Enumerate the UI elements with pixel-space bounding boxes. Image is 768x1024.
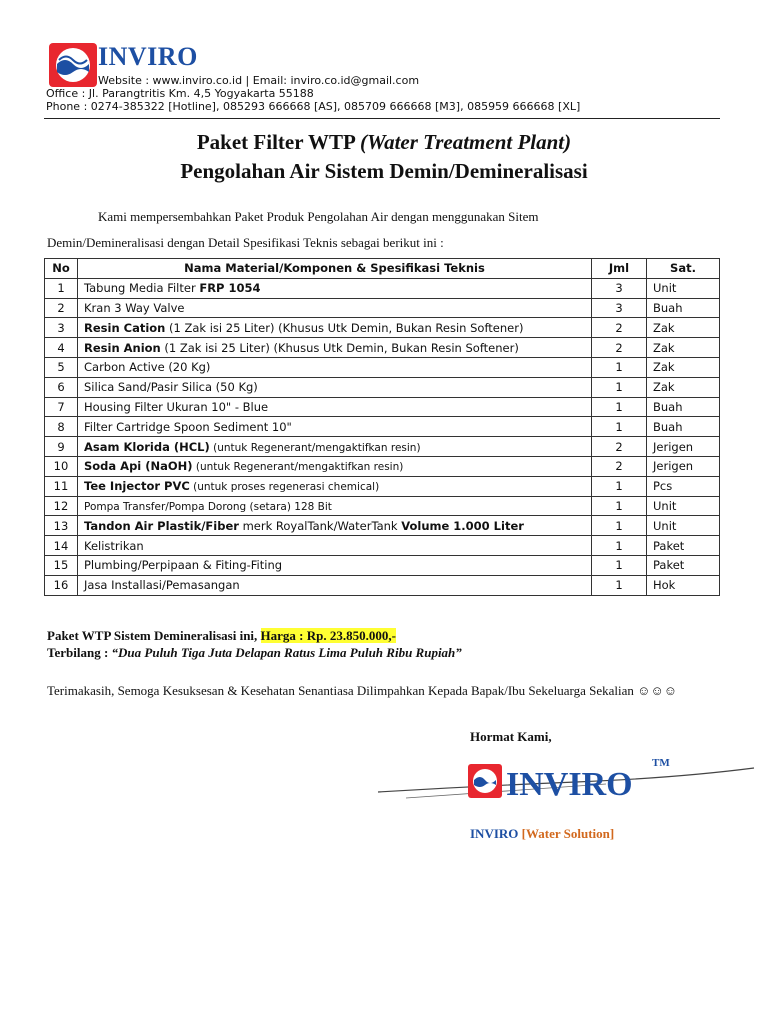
row-quantity: 3 xyxy=(592,298,647,318)
table-row xyxy=(45,318,720,338)
row-quantity: 1 xyxy=(592,377,647,397)
intro-line-1: Kami mempersembahkan Paket Produk Pengolahan Air dengan menggunakan Sitem xyxy=(98,209,539,224)
price-prefix: Paket WTP Sistem Demineralisasi ini, xyxy=(47,628,261,643)
row-number: 16 xyxy=(45,575,78,595)
intro-line-2: Demin/Demineralisasi dengan Detail Spesifikasi Teknis sebagai berikut ini : xyxy=(47,235,444,250)
trademark-mark: TM xyxy=(652,757,670,769)
phone-line: Phone : 0274-385322 [Hotline], 085293 666668 [AS], 085709 666668 [M3], 085959 666668 [XL] xyxy=(46,100,581,113)
row-unit: Jerigen xyxy=(647,437,720,457)
description-part: Asam Klorida (HCL) xyxy=(84,439,210,454)
row-unit: Unit xyxy=(647,278,720,298)
row-number: 11 xyxy=(45,476,78,496)
table-row xyxy=(45,397,720,417)
row-description xyxy=(78,536,592,556)
table-row xyxy=(45,298,720,318)
table-row xyxy=(45,456,720,476)
regards-text: Hormat Kami, xyxy=(470,729,552,744)
row-description xyxy=(78,417,592,437)
inviro-logo-icon xyxy=(48,42,98,88)
description-part: Soda Api (NaOH) xyxy=(84,459,193,474)
row-description xyxy=(78,516,592,536)
row-unit: Buah xyxy=(647,397,720,417)
row-description xyxy=(78,338,592,358)
website-email-line: Website : www.inviro.co.id | Email: inviro.co.id@gmail.com xyxy=(98,74,420,87)
table-row xyxy=(45,476,720,496)
row-unit: Hok xyxy=(647,575,720,595)
table-header-row xyxy=(45,259,720,279)
table-row xyxy=(45,516,720,536)
title-main: Paket Filter WTP xyxy=(196,130,360,154)
description-part: Tandon Air Plastik/Fiber xyxy=(84,518,239,533)
footer-signature xyxy=(470,826,614,842)
row-number: 6 xyxy=(45,377,78,397)
description-part: (untuk proses regenerasi chemical) xyxy=(189,481,380,494)
row-number: 4 xyxy=(45,338,78,358)
row-description xyxy=(78,456,592,476)
header-name: Nama Material/Komponen & Spesifikasi Teknis xyxy=(78,259,592,279)
brand-name: INVIRO xyxy=(98,42,198,71)
description-part: Silica Sand/Pasir Silica (50 Kg) xyxy=(84,380,258,395)
description-part: (1 Zak isi 25 Liter) (Khusus Utk Demin, Bukan Resin Softener) xyxy=(165,320,524,335)
row-quantity: 1 xyxy=(592,555,647,575)
row-number: 13 xyxy=(45,516,78,536)
row-quantity: 3 xyxy=(592,278,647,298)
header-divider xyxy=(44,118,720,119)
table-row xyxy=(45,377,720,397)
table-row xyxy=(45,496,720,516)
description-part: Resin Cation xyxy=(84,320,166,335)
description-part: FRP 1054 xyxy=(199,281,261,296)
row-quantity: 1 xyxy=(592,357,647,377)
row-quantity: 1 xyxy=(592,575,647,595)
description-part: Tee Injector PVC xyxy=(84,479,190,494)
row-description xyxy=(78,397,592,417)
row-number: 10 xyxy=(45,456,78,476)
row-unit: Paket xyxy=(647,555,720,575)
row-number: 12 xyxy=(45,496,78,516)
description-part: Filter Cartridge Spoon Sediment 10" xyxy=(84,419,292,434)
row-description xyxy=(78,318,592,338)
row-quantity: 1 xyxy=(592,496,647,516)
table-row xyxy=(45,437,720,457)
row-quantity: 1 xyxy=(592,397,647,417)
document-title xyxy=(0,130,768,155)
row-unit: Unit xyxy=(647,496,720,516)
description-part: Jasa Installasi/Pemasangan xyxy=(84,578,240,593)
row-number: 5 xyxy=(45,357,78,377)
row-description xyxy=(78,575,592,595)
description-part: (1 Zak isi 25 Liter) (Khusus Utk Demin, Bukan Resin Softener) xyxy=(160,340,519,355)
footer-subtitle: [Water Solution] xyxy=(521,826,615,841)
row-quantity: 2 xyxy=(592,437,647,457)
table-row xyxy=(45,278,720,298)
specification-table xyxy=(44,258,720,596)
row-number: 9 xyxy=(45,437,78,457)
row-quantity: 1 xyxy=(592,516,647,536)
description-part: Kran 3 Way Valve xyxy=(84,300,185,315)
header-no: No xyxy=(45,259,78,279)
row-description xyxy=(78,555,592,575)
row-description xyxy=(78,496,592,516)
row-quantity: 1 xyxy=(592,417,647,437)
row-number: 14 xyxy=(45,536,78,556)
table-row xyxy=(45,575,720,595)
closing-thanks: Terimakasih, Semoga Kesuksesan & Kesehatan Senantiasa Dilimpahkan Kepada Bapak/Ibu Sekeluarga Sekalian ☺☺☺ xyxy=(47,683,677,698)
row-unit: Jerigen xyxy=(647,456,720,476)
signature-brand: INVIRO xyxy=(506,766,633,803)
words-label: Terbilang : xyxy=(47,645,112,660)
row-description xyxy=(78,357,592,377)
table-row xyxy=(45,357,720,377)
description-part: Carbon Active (20 Kg) xyxy=(84,360,211,375)
row-description xyxy=(78,437,592,457)
description-part: Housing Filter Ukuran 10" - Blue xyxy=(84,399,269,414)
description-part: Tabung Media Filter xyxy=(84,281,200,296)
description-part: Plumbing/Perpipaan & Fiting-Fiting xyxy=(84,558,283,573)
description-part: merk RoyalTank/WaterTank xyxy=(238,518,402,533)
row-unit: Unit xyxy=(647,516,720,536)
row-description xyxy=(78,278,592,298)
signature-logo xyxy=(376,752,756,812)
description-part: Resin Anion xyxy=(84,340,161,355)
table-body xyxy=(45,278,720,595)
row-quantity: 2 xyxy=(592,318,647,338)
row-unit: Buah xyxy=(647,417,720,437)
row-unit: Pcs xyxy=(647,476,720,496)
document-subtitle: Pengolahan Air Sistem Demin/Demineralisasi xyxy=(180,159,588,183)
row-description xyxy=(78,476,592,496)
table-row xyxy=(45,536,720,556)
header-qty: Jml xyxy=(592,259,647,279)
table-row xyxy=(45,417,720,437)
description-part: Volume 1.000 Liter xyxy=(401,518,524,533)
row-unit: Zak xyxy=(647,318,720,338)
row-number: 8 xyxy=(45,417,78,437)
description-part: Pompa Transfer/Pompa Dorong (setara) 128 Bit xyxy=(84,500,332,513)
row-unit: Buah xyxy=(647,298,720,318)
description-part: (untuk Regenerant/mengaktifkan resin) xyxy=(209,441,421,454)
row-quantity: 1 xyxy=(592,476,647,496)
title-italic: (Water Treatment Plant) xyxy=(359,130,572,154)
description-part: Kelistrikan xyxy=(84,538,144,553)
row-number: 2 xyxy=(45,298,78,318)
amount-in-words xyxy=(47,645,462,661)
table-row xyxy=(45,338,720,358)
footer-brand: INVIRO xyxy=(470,826,522,841)
row-number: 1 xyxy=(45,278,78,298)
table-row xyxy=(45,555,720,575)
row-unit: Zak xyxy=(647,338,720,358)
description-part: (untuk Regenerant/mengaktifkan resin) xyxy=(192,461,404,474)
row-unit: Zak xyxy=(647,357,720,377)
header-unit: Sat. xyxy=(647,259,720,279)
row-unit: Zak xyxy=(647,377,720,397)
words-text: “Dua Puluh Tiga Juta Delapan Ratus Lima Puluh Ribu Rupiah” xyxy=(111,645,462,660)
row-quantity: 1 xyxy=(592,536,647,556)
row-number: 7 xyxy=(45,397,78,417)
row-number: 15 xyxy=(45,555,78,575)
row-number: 3 xyxy=(45,318,78,338)
row-description xyxy=(78,377,592,397)
row-quantity: 2 xyxy=(592,456,647,476)
office-address-line: Office : Jl. Parangtritis Km. 4,5 Yogyakarta 55188 xyxy=(46,87,314,100)
row-unit: Paket xyxy=(647,536,720,556)
row-quantity: 2 xyxy=(592,338,647,358)
row-description xyxy=(78,298,592,318)
price-line xyxy=(47,628,396,644)
price-highlight: Harga : Rp. 23.850.000,- xyxy=(260,628,396,643)
